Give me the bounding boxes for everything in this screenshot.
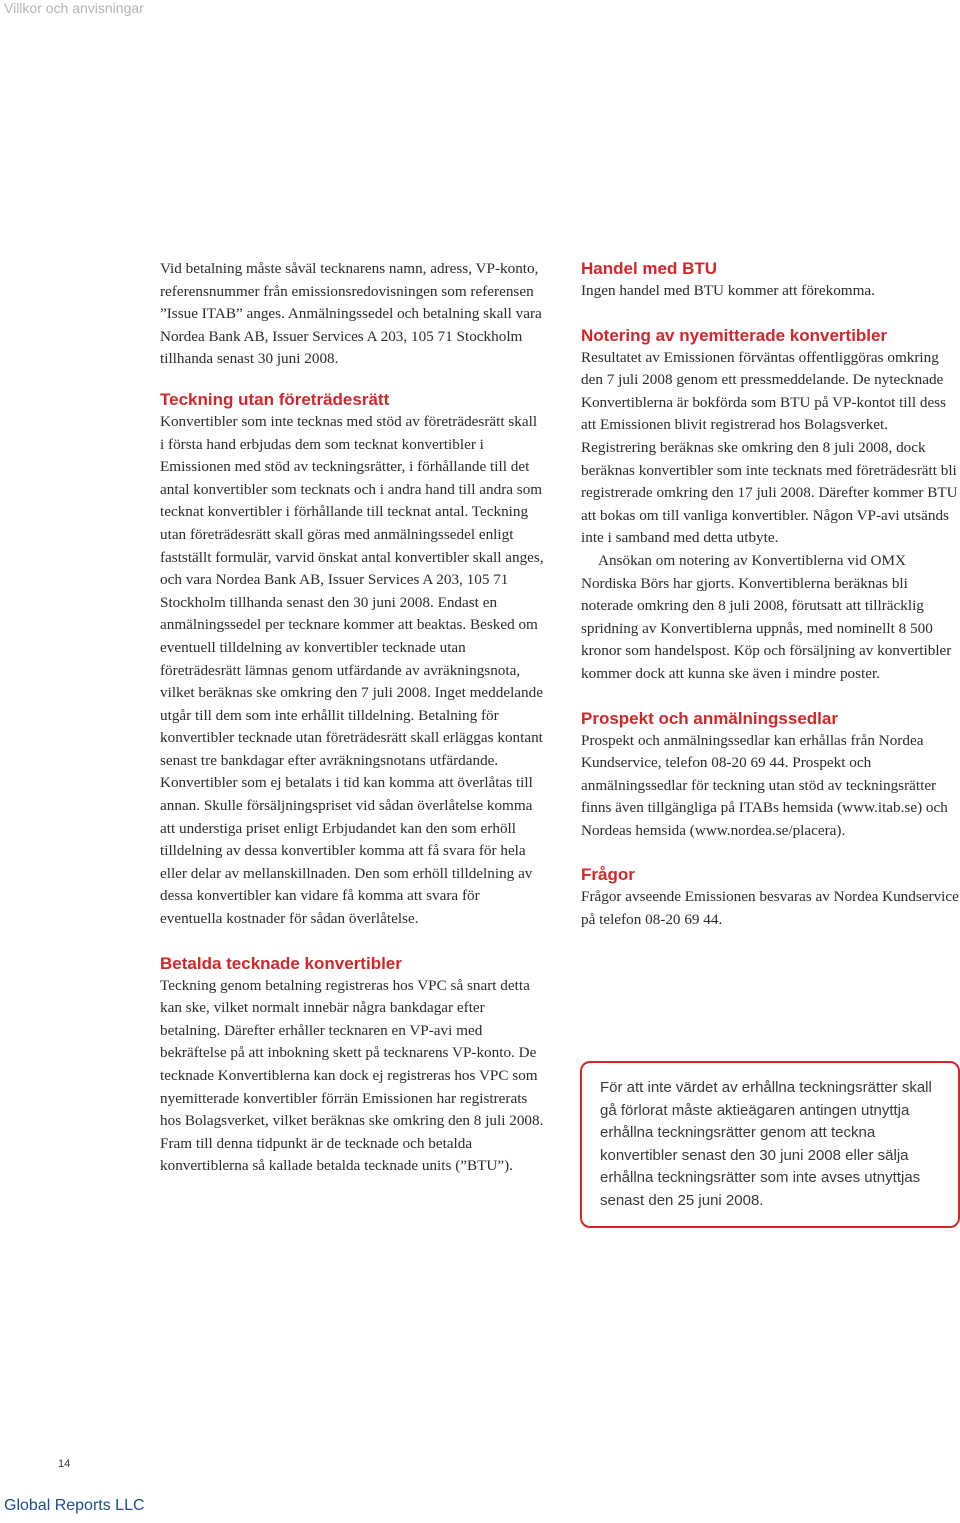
section-notering: [581, 325, 960, 686]
left-column: [160, 258, 545, 1178]
notice-text: För att inte värdet av erhållna teckningsrätter skall gå förlorat måste aktieägaren antingen utnyttja erhållna teckningsrätter genom att teckna konvertibler senast den 30 juni 2008 eller sälja erhållna teckningsrätter som inte avses utnyttjas senast den 25 juni 2008.: [600, 1079, 932, 1209]
section-prospekt-body: Prospekt och anmälningssedlar kan erhållas från Nordea Kundservice, telefon 08-20 69 44. Prospekt och anmälningssedlar för teckning utan stöd av teckningsrätter finns även tillgängliga på ITABs hemsida (www.itab.se) och Nordeas hemsida (www.nordea.se/placera).: [581, 731, 948, 839]
page-number: 14: [58, 1458, 71, 1470]
section-teckning-body: Konvertibler som inte tecknas med stöd av företrädesrätt skall i första hand erbjudas dem som tecknat konvertibler i Emissionen med stöd av teckningsrätter, i förhållande till det antal konvertibler som tecknats och i andra hand till andra som tecknat konvertibler i förhållande till tecknat antal. Teckning utan företrädesrätt skall göras med anmälningssedel enligt fastställt formulär, varvid önskat antal konvertibler skall anges, och vara Nordea Bank AB, Issuer Services A 203, 105 71 Stockholm tillhanda senast den 30 juni 2008. Endast en anmälningssedel per tecknare kommer att beaktas. Besked om eventuell tilldelning av konvertibler tecknade utan företrädesrätt lämnas genom utfärdande av avräkningsnota, vilket beräknas ske omkring den 7 juli 2008. Inget meddelande utgår till dem som inte erhållit tilldelning. Betalning för konvertibler tecknade utan företrädesrätt skall erläggas kontant senast tre bankdagar efter avräkningsnotans utfärdande. Konvertibler som ej betalats i tid kan komma att överlåtas till annan. Skulle försäljningspriset vid sådan överlåtelse komma att understiga priset enligt Erbjudandet kan den som erhöll tilldelning av dessa konvertibler komma att få svara för hela eller delar av mellanskillnaden. Den som erhöll tilldelning av dessa konvertibler kan vidare få komma att svara för eventuella kostnader för sådan överlåtelse.: [160, 412, 544, 928]
section-notering-body: Resultatet av Emissionen förväntas offentliggöras omkring den 7 juli 2008 genom ett pressmeddelande. De nytecknade Konvertiblerna är bokförda som BTU på VP-kontot till dess att Emissionen blivit registrerad hos Bolagsverket. Registrering beräknas ske omkring den 8 juli 2008, dock beräknas konvertibler som inte tecknats med företrädesrätt bli registrerade omkring den 17 juli 2008. Därefter kommer BTU att bokas om till vanliga konvertibler. Någon VP-avi utsänds inte i samband med detta utbyte.: [581, 348, 958, 547]
right-column: [581, 258, 960, 932]
section-notering-heading: Notering av nyemitterade konvertibler: [581, 325, 888, 345]
section-betalda-body: Teckning genom betalning registreras hos VPC så snart detta kan ske, vilket normalt innebär några bankdagar efter betalning. Därefter erhåller tecknaren en VP-avi med bekräftelse på att inbokning skett på tecknarens VP-konto. De tecknade Konvertiblerna kan dock ej registreras hos VPC som nyemitterade konvertibler förrän Emissionen har registrerats hos Bolagsverket, vilket beräknas ske omkring den 8 juli 2008. Fram till denna tidpunkt är de tecknade och betalda konvertiblerna så kallade betalda tecknade units (”BTU”).: [160, 976, 544, 1175]
section-betalda: [160, 953, 545, 1178]
section-teckning: [160, 389, 545, 931]
section-fragor: [581, 864, 960, 931]
section-fragor-body: Frågor avseende Emissionen besvaras av Nordea Kundservice på telefon 08-20 69 44.: [581, 888, 959, 929]
section-handel-heading: Handel med BTU: [581, 259, 718, 278]
section-teckning-heading: Teckning utan företrädesrätt: [160, 389, 390, 409]
section-betalda-heading: Betalda tecknade konvertibler: [160, 953, 402, 973]
section-prospekt: [581, 708, 960, 843]
notice-box: [580, 1061, 960, 1228]
intro-paragraph: Vid betalning måste såväl tecknarens namn, adress, VP-konto, referensnummer från emissionsredovisningen som referensen ”Issue ITAB” anges. Anmälningssedel och betalning skall vara Nordea Bank AB, Issuer Services A 203, 105 71 Stockholm tillhanda senast 30 juni 2008.: [160, 260, 542, 368]
section-handel: [581, 258, 960, 303]
section-header-label: Villkor och anvisningar: [4, 0, 144, 16]
section-prospekt-heading: Prospekt och anmälningssedlar: [581, 708, 838, 728]
section-handel-body: Ingen handel med BTU kommer att förekomma.: [581, 282, 875, 299]
section-fragor-heading: Frågor: [581, 865, 635, 885]
section-notering-body-2: Ansökan om notering av Konvertiblerna vid OMX Nordiska Börs har gjorts. Konvertiblerna beräknas bli noterade omkring den 8 juli 2008, förutsatt att tillräcklig spridning av Konvertiblerna uppnås, med nominellt 8 500 kronor som handelspost. Köp och försäljning av konvertibler kommer dock att kunna ske även i mindre poster.: [581, 551, 952, 682]
footer-brand: Global Reports LLC: [4, 1497, 145, 1514]
